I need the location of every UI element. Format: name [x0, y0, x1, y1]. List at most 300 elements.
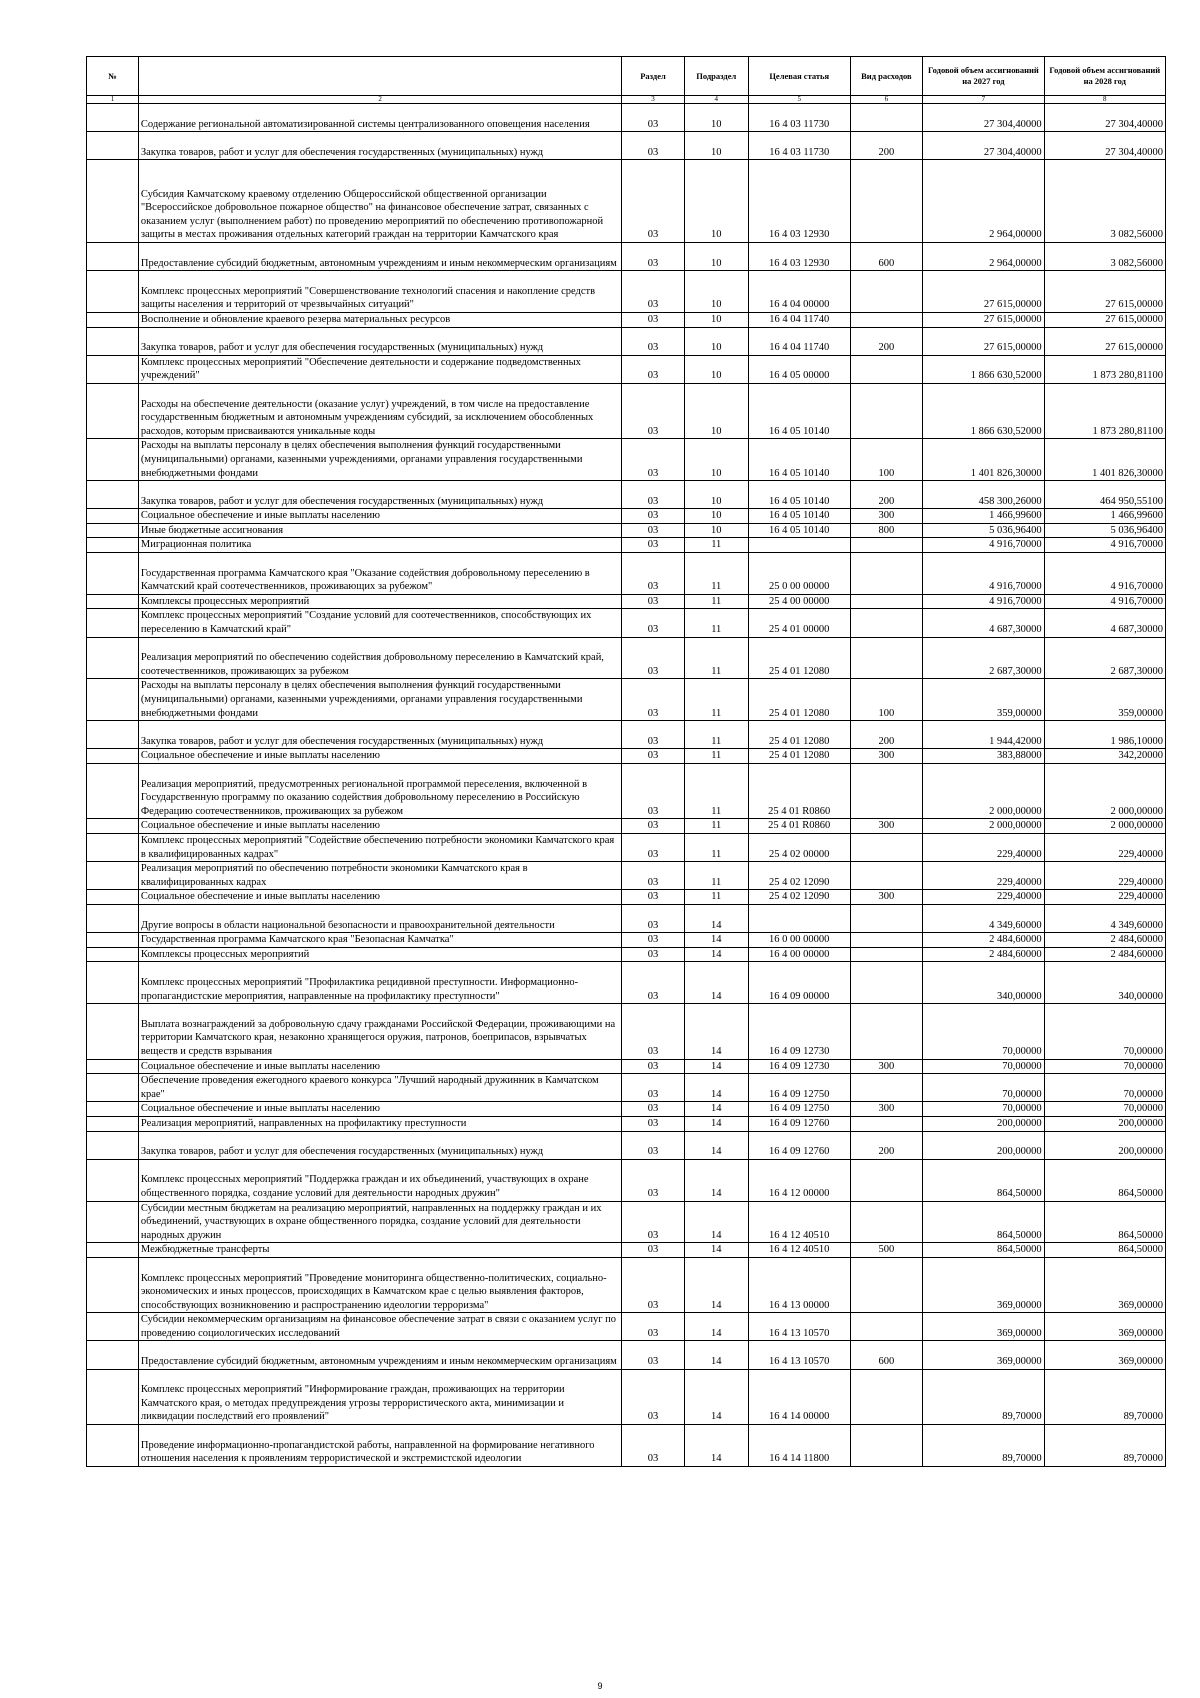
table-row [87, 312, 1166, 327]
row-subsection-cell: 11 [684, 538, 748, 553]
table-row [87, 764, 1166, 819]
row-target-article-cell: 16 4 05 10140 [748, 439, 850, 481]
row-name-cell: Другие вопросы в области национальной безопасности и правоохранительной деятельности [138, 904, 621, 932]
row-name-cell: Реализация мероприятий, направленных на профилактику преступности [138, 1116, 621, 1131]
row-subsection-cell: 11 [684, 679, 748, 721]
table-row [87, 1116, 1166, 1131]
row-expense-type-cell [850, 553, 923, 595]
row-subsection-cell: 11 [684, 819, 748, 834]
header-row [87, 57, 1166, 96]
row-volume-2028-cell: 369,00000 [1044, 1313, 1165, 1341]
table-row [87, 538, 1166, 553]
row-section-cell: 03 [622, 1341, 684, 1369]
row-target-article-cell: 16 4 03 12930 [748, 160, 850, 243]
row-volume-2028-cell: 3 082,56000 [1044, 242, 1165, 270]
row-target-article-cell: 16 4 14 00000 [748, 1369, 850, 1424]
row-number-cell [87, 904, 139, 932]
row-subsection-cell: 11 [684, 749, 748, 764]
row-volume-2027-cell: 369,00000 [923, 1341, 1044, 1369]
row-volume-2027-cell: 4 916,70000 [923, 553, 1044, 595]
table-row [87, 1159, 1166, 1201]
row-expense-type-cell [850, 1313, 923, 1341]
row-expense-type-cell: 300 [850, 509, 923, 524]
column-number: 1 [87, 96, 139, 104]
row-name-cell: Закупка товаров, работ и услуг для обеспечения государственных (муниципальных) нужд [138, 132, 621, 160]
row-volume-2027-cell: 89,70000 [923, 1425, 1044, 1467]
row-volume-2027-cell: 4 349,60000 [923, 904, 1044, 932]
row-target-article-cell: 16 4 09 12730 [748, 1004, 850, 1059]
row-number-cell [87, 1341, 139, 1369]
row-volume-2028-cell: 864,50000 [1044, 1159, 1165, 1201]
row-target-article-cell: 16 4 09 00000 [748, 962, 850, 1004]
column-number: 2 [138, 96, 621, 104]
row-number-cell [87, 637, 139, 679]
row-number-cell [87, 538, 139, 553]
row-section-cell: 03 [622, 834, 684, 862]
row-expense-type-cell: 100 [850, 679, 923, 721]
row-section-cell: 03 [622, 933, 684, 948]
row-subsection-cell: 10 [684, 132, 748, 160]
row-volume-2028-cell: 4 916,70000 [1044, 538, 1165, 553]
row-subsection-cell: 14 [684, 947, 748, 962]
row-volume-2027-cell: 229,40000 [923, 862, 1044, 890]
table-row [87, 1131, 1166, 1159]
row-expense-type-cell [850, 1201, 923, 1243]
row-expense-type-cell: 600 [850, 1341, 923, 1369]
table-row [87, 509, 1166, 524]
row-expense-type-cell [850, 355, 923, 383]
row-expense-type-cell: 300 [850, 819, 923, 834]
row-number-cell [87, 383, 139, 438]
row-section-cell: 03 [622, 1201, 684, 1243]
row-volume-2028-cell: 2 484,60000 [1044, 947, 1165, 962]
row-target-article-cell: 16 4 13 10570 [748, 1313, 850, 1341]
row-target-article-cell: 16 4 03 12930 [748, 242, 850, 270]
table-row [87, 834, 1166, 862]
row-volume-2028-cell: 2 000,00000 [1044, 764, 1165, 819]
row-volume-2028-cell: 864,50000 [1044, 1201, 1165, 1243]
row-name-cell: Социальное обеспечение и иные выплаты населению [138, 749, 621, 764]
row-volume-2028-cell: 200,00000 [1044, 1116, 1165, 1131]
row-section-cell: 03 [622, 764, 684, 819]
row-subsection-cell: 14 [684, 1257, 748, 1312]
table-row [87, 947, 1166, 962]
budget-table [86, 56, 1166, 1467]
row-volume-2027-cell: 1 866 630,52000 [923, 383, 1044, 438]
row-subsection-cell: 10 [684, 327, 748, 355]
row-target-article-cell [748, 904, 850, 932]
row-subsection-cell: 10 [684, 355, 748, 383]
row-section-cell: 03 [622, 104, 684, 132]
row-expense-type-cell [850, 1425, 923, 1467]
row-subsection-cell: 14 [684, 1243, 748, 1258]
row-volume-2028-cell: 464 950,55100 [1044, 481, 1165, 509]
table-row [87, 862, 1166, 890]
row-expense-type-cell [850, 1369, 923, 1424]
row-section-cell: 03 [622, 609, 684, 637]
row-number-cell [87, 439, 139, 481]
row-section-cell: 03 [622, 594, 684, 609]
table-row [87, 132, 1166, 160]
row-volume-2028-cell: 1 873 280,81100 [1044, 383, 1165, 438]
row-volume-2027-cell: 229,40000 [923, 890, 1044, 905]
table-row [87, 1074, 1166, 1102]
row-volume-2028-cell: 70,00000 [1044, 1004, 1165, 1059]
row-target-article-cell: 16 4 09 12730 [748, 1059, 850, 1074]
row-number-cell [87, 1074, 139, 1102]
row-number-cell [87, 947, 139, 962]
row-volume-2027-cell: 200,00000 [923, 1116, 1044, 1131]
row-number-cell [87, 890, 139, 905]
row-section-cell: 03 [622, 819, 684, 834]
row-target-article-cell: 25 4 01 R0860 [748, 819, 850, 834]
row-volume-2028-cell: 27 615,00000 [1044, 312, 1165, 327]
row-expense-type-cell [850, 1257, 923, 1312]
row-name-cell: Социальное обеспечение и иные выплаты населению [138, 1059, 621, 1074]
row-section-cell: 03 [622, 679, 684, 721]
row-expense-type-cell [850, 904, 923, 932]
column-number: 8 [1044, 96, 1165, 104]
row-target-article-cell: 25 4 01 R0860 [748, 764, 850, 819]
row-volume-2028-cell: 89,70000 [1044, 1425, 1165, 1467]
table-row [87, 721, 1166, 749]
row-number-cell [87, 355, 139, 383]
row-name-cell: Социальное обеспечение и иные выплаты населению [138, 509, 621, 524]
row-subsection-cell: 11 [684, 553, 748, 595]
row-name-cell: Расходы на выплаты персоналу в целях обеспечения выполнения функций государственными (муниципальными) органами, казенными учреждениями, органами управления государственными внебюджетными фондами [138, 679, 621, 721]
row-volume-2027-cell: 27 615,00000 [923, 327, 1044, 355]
row-name-cell: Межбюджетные трансферты [138, 1243, 621, 1258]
row-number-cell [87, 594, 139, 609]
row-subsection-cell: 14 [684, 1059, 748, 1074]
row-expense-type-cell [850, 933, 923, 948]
row-name-cell: Комплекс процессных мероприятий "Информирование граждан, проживающих на территории Камчатского края, о методах предупреждения угрозы террористического акта, минимизации и ликвидации последствий его проявлений" [138, 1369, 621, 1424]
row-subsection-cell: 14 [684, 1201, 748, 1243]
row-subsection-cell: 10 [684, 242, 748, 270]
row-expense-type-cell [850, 538, 923, 553]
row-number-cell [87, 509, 139, 524]
row-volume-2027-cell: 1 866 630,52000 [923, 355, 1044, 383]
row-name-cell: Комплекс процессных мероприятий "Содействие обеспечению потребности экономики Камчатского края в квалифицированных кадрах" [138, 834, 621, 862]
row-subsection-cell: 14 [684, 1369, 748, 1424]
row-volume-2028-cell: 2 000,00000 [1044, 819, 1165, 834]
row-subsection-cell: 14 [684, 1159, 748, 1201]
row-expense-type-cell [850, 637, 923, 679]
table-row [87, 1425, 1166, 1467]
row-name-cell: Субсидии местным бюджетам на реализацию мероприятий, направленных на поддержку граждан и их объединений, участвующих в охране общественного порядка, создание условий для деятельности народных дружин [138, 1201, 621, 1243]
row-volume-2028-cell: 359,00000 [1044, 679, 1165, 721]
row-subsection-cell: 11 [684, 834, 748, 862]
row-section-cell: 03 [622, 1425, 684, 1467]
row-volume-2027-cell: 70,00000 [923, 1059, 1044, 1074]
row-section-cell: 03 [622, 553, 684, 595]
row-target-article-cell: 16 4 00 00000 [748, 947, 850, 962]
row-volume-2027-cell: 70,00000 [923, 1102, 1044, 1117]
row-volume-2027-cell: 864,50000 [923, 1201, 1044, 1243]
row-target-article-cell: 25 4 02 00000 [748, 834, 850, 862]
row-target-article-cell: 16 4 03 11730 [748, 104, 850, 132]
row-expense-type-cell [850, 947, 923, 962]
row-section-cell: 03 [622, 1059, 684, 1074]
row-expense-type-cell: 200 [850, 721, 923, 749]
row-subsection-cell: 10 [684, 523, 748, 538]
column-number: 7 [923, 96, 1044, 104]
row-name-cell: Комплексы процессных мероприятий [138, 594, 621, 609]
row-target-article-cell: 16 4 05 10140 [748, 509, 850, 524]
row-number-cell [87, 819, 139, 834]
row-name-cell: Расходы на обеспечение деятельности (оказание услуг) учреждений, в том числе на предоставление государственным бюджетным и автономным учреждениям субсидий, за исключением обособленных расходов, которым присваиваются уникальные коды [138, 383, 621, 438]
row-volume-2028-cell: 4 916,70000 [1044, 594, 1165, 609]
row-expense-type-cell: 300 [850, 749, 923, 764]
row-subsection-cell: 11 [684, 862, 748, 890]
row-number-cell [87, 523, 139, 538]
column-number: 6 [850, 96, 923, 104]
row-name-cell: Реализация мероприятий по обеспечению содействия добровольному переселению в Камчатский край, соотечественников, проживающих за рубежом [138, 637, 621, 679]
row-number-cell [87, 933, 139, 948]
row-expense-type-cell [850, 862, 923, 890]
row-subsection-cell: 10 [684, 160, 748, 243]
column-number: 3 [622, 96, 684, 104]
row-volume-2027-cell: 4 916,70000 [923, 594, 1044, 609]
table-row [87, 594, 1166, 609]
row-number-cell [87, 862, 139, 890]
table-row [87, 1341, 1166, 1369]
row-volume-2028-cell: 4 687,30000 [1044, 609, 1165, 637]
row-name-cell: Миграционная политика [138, 538, 621, 553]
table-row [87, 481, 1166, 509]
row-volume-2027-cell: 2 000,00000 [923, 764, 1044, 819]
row-volume-2028-cell: 864,50000 [1044, 1243, 1165, 1258]
row-number-cell [87, 1159, 139, 1201]
row-volume-2028-cell: 2 687,30000 [1044, 637, 1165, 679]
row-target-article-cell: 25 4 01 12080 [748, 679, 850, 721]
header-volume-2028: Годовой объем ассигнований на 2028 год [1044, 57, 1165, 96]
row-section-cell: 03 [622, 1369, 684, 1424]
row-subsection-cell: 14 [684, 962, 748, 1004]
row-expense-type-cell: 100 [850, 439, 923, 481]
row-section-cell: 03 [622, 242, 684, 270]
table-row [87, 1369, 1166, 1424]
row-number-cell [87, 312, 139, 327]
row-name-cell: Иные бюджетные ассигнования [138, 523, 621, 538]
row-target-article-cell: 16 4 12 40510 [748, 1201, 850, 1243]
row-name-cell: Социальное обеспечение и иные выплаты населению [138, 819, 621, 834]
row-volume-2028-cell: 70,00000 [1044, 1059, 1165, 1074]
row-subsection-cell: 14 [684, 1102, 748, 1117]
row-number-cell [87, 104, 139, 132]
row-target-article-cell [748, 538, 850, 553]
row-target-article-cell: 16 0 00 00000 [748, 933, 850, 948]
row-volume-2027-cell: 27 304,40000 [923, 104, 1044, 132]
row-section-cell: 03 [622, 962, 684, 1004]
row-number-cell [87, 679, 139, 721]
row-expense-type-cell [850, 1116, 923, 1131]
table-row [87, 1257, 1166, 1312]
row-volume-2027-cell: 458 300,26000 [923, 481, 1044, 509]
row-volume-2027-cell: 383,88000 [923, 749, 1044, 764]
table-row [87, 383, 1166, 438]
row-target-article-cell: 16 4 09 12760 [748, 1116, 850, 1131]
row-expense-type-cell: 200 [850, 132, 923, 160]
row-volume-2027-cell: 369,00000 [923, 1257, 1044, 1312]
row-target-article-cell: 16 4 12 40510 [748, 1243, 850, 1258]
row-target-article-cell: 16 4 05 10140 [748, 383, 850, 438]
table-body [87, 104, 1166, 1467]
row-volume-2027-cell: 229,40000 [923, 834, 1044, 862]
header-section: Раздел [622, 57, 684, 96]
row-expense-type-cell [850, 609, 923, 637]
row-volume-2027-cell: 89,70000 [923, 1369, 1044, 1424]
row-name-cell: Комплекс процессных мероприятий "Поддержка граждан и их объединений, участвующих в охране общественного порядка, создание условий для деятельности народных дружин" [138, 1159, 621, 1201]
table-row [87, 355, 1166, 383]
row-subsection-cell: 14 [684, 1131, 748, 1159]
row-expense-type-cell [850, 764, 923, 819]
table-row [87, 242, 1166, 270]
row-volume-2027-cell: 2 484,60000 [923, 947, 1044, 962]
row-expense-type-cell: 600 [850, 242, 923, 270]
row-volume-2028-cell: 70,00000 [1044, 1074, 1165, 1102]
row-subsection-cell: 14 [684, 1313, 748, 1341]
row-volume-2027-cell: 359,00000 [923, 679, 1044, 721]
row-name-cell: Субсидия Камчатскому краевому отделению Общероссийской общественной организации "Всероссийское добровольное пожарное общество" на финансовое обеспечение затрат, связанных с оказанием услуг (выполнением работ) по проведению мероприятий по обеспечению противопожарной защиты в местах проживания отдельных категорий граждан на территории Камчатского края [138, 160, 621, 243]
row-volume-2028-cell: 200,00000 [1044, 1131, 1165, 1159]
row-volume-2028-cell: 3 082,56000 [1044, 160, 1165, 243]
row-volume-2027-cell: 2 000,00000 [923, 819, 1044, 834]
row-section-cell: 03 [622, 160, 684, 243]
row-name-cell: Социальное обеспечение и иные выплаты населению [138, 890, 621, 905]
row-subsection-cell: 14 [684, 933, 748, 948]
row-target-article-cell: 16 4 03 11730 [748, 132, 850, 160]
row-target-article-cell: 16 4 04 00000 [748, 271, 850, 313]
row-expense-type-cell [850, 312, 923, 327]
row-name-cell: Восполнение и обновление краевого резерва материальных ресурсов [138, 312, 621, 327]
row-expense-type-cell [850, 160, 923, 243]
row-volume-2027-cell: 864,50000 [923, 1159, 1044, 1201]
header-target-article: Целевая статья [748, 57, 850, 96]
row-name-cell: Комплекс процессных мероприятий "Совершенствование технологий спасения и накопление средств защиты населения и территорий от чрезвычайных ситуаций" [138, 271, 621, 313]
row-volume-2028-cell: 1 873 280,81100 [1044, 355, 1165, 383]
table-row [87, 1201, 1166, 1243]
row-volume-2028-cell: 2 484,60000 [1044, 933, 1165, 948]
row-target-article-cell: 25 4 00 00000 [748, 594, 850, 609]
row-section-cell: 03 [622, 1257, 684, 1312]
row-section-cell: 03 [622, 947, 684, 962]
header-expense-type: Вид расходов [850, 57, 923, 96]
row-subsection-cell: 11 [684, 637, 748, 679]
row-volume-2028-cell: 4 349,60000 [1044, 904, 1165, 932]
row-section-cell: 03 [622, 1074, 684, 1102]
row-target-article-cell: 16 4 05 10140 [748, 481, 850, 509]
row-section-cell: 03 [622, 1102, 684, 1117]
row-section-cell: 03 [622, 862, 684, 890]
row-number-cell [87, 553, 139, 595]
row-name-cell: Комплекс процессных мероприятий "Профилактика рецидивной преступности. Информационно-пропагандистские мероприятия, направленные на профилактику преступности" [138, 962, 621, 1004]
row-name-cell: Предоставление субсидий бюджетным, автономным учреждениям и иным некоммерческим организациям [138, 242, 621, 270]
row-expense-type-cell: 500 [850, 1243, 923, 1258]
row-volume-2027-cell: 70,00000 [923, 1004, 1044, 1059]
row-target-article-cell: 16 4 04 11740 [748, 312, 850, 327]
row-target-article-cell: 25 4 02 12090 [748, 890, 850, 905]
column-number: 4 [684, 96, 748, 104]
row-target-article-cell: 25 0 00 00000 [748, 553, 850, 595]
row-subsection-cell: 11 [684, 764, 748, 819]
row-subsection-cell: 11 [684, 890, 748, 905]
table-row [87, 637, 1166, 679]
row-subsection-cell: 14 [684, 904, 748, 932]
row-target-article-cell: 25 4 01 12080 [748, 637, 850, 679]
row-expense-type-cell [850, 1004, 923, 1059]
row-target-article-cell: 16 4 09 12750 [748, 1074, 850, 1102]
row-target-article-cell: 16 4 13 00000 [748, 1257, 850, 1312]
row-number-cell [87, 327, 139, 355]
row-target-article-cell: 25 4 01 00000 [748, 609, 850, 637]
row-name-cell: Закупка товаров, работ и услуг для обеспечения государственных (муниципальных) нужд [138, 327, 621, 355]
row-subsection-cell: 14 [684, 1425, 748, 1467]
row-section-cell: 03 [622, 721, 684, 749]
row-subsection-cell: 10 [684, 104, 748, 132]
row-name-cell: Реализация мероприятий, предусмотренных региональной программой переселения, включенной в Государственную программу по оказанию содействия добровольному переселению в Российскую Федерацию соотечественников, проживающих за рубежом [138, 764, 621, 819]
row-expense-type-cell: 200 [850, 481, 923, 509]
row-expense-type-cell: 300 [850, 890, 923, 905]
table-row [87, 609, 1166, 637]
row-volume-2027-cell: 4 687,30000 [923, 609, 1044, 637]
row-section-cell: 03 [622, 1313, 684, 1341]
table-row [87, 904, 1166, 932]
header-name [138, 57, 621, 96]
row-subsection-cell: 10 [684, 383, 748, 438]
row-volume-2027-cell: 27 615,00000 [923, 312, 1044, 327]
row-section-cell: 03 [622, 523, 684, 538]
row-volume-2028-cell: 369,00000 [1044, 1341, 1165, 1369]
row-target-article-cell: 25 4 01 12080 [748, 749, 850, 764]
row-volume-2027-cell: 369,00000 [923, 1313, 1044, 1341]
row-expense-type-cell: 200 [850, 1131, 923, 1159]
table-row [87, 523, 1166, 538]
row-section-cell: 03 [622, 481, 684, 509]
row-volume-2028-cell: 27 304,40000 [1044, 132, 1165, 160]
row-volume-2027-cell: 70,00000 [923, 1074, 1044, 1102]
table-row [87, 1243, 1166, 1258]
row-subsection-cell: 11 [684, 594, 748, 609]
table-row [87, 962, 1166, 1004]
row-target-article-cell: 25 4 01 12080 [748, 721, 850, 749]
row-volume-2028-cell: 27 615,00000 [1044, 327, 1165, 355]
table-row [87, 271, 1166, 313]
table-row [87, 439, 1166, 481]
row-section-cell: 03 [622, 271, 684, 313]
row-name-cell: Расходы на выплаты персоналу в целях обеспечения выполнения функций государственными (муниципальными) органами, казенными учреждениями, органами управления государственными внебюджетными фондами [138, 439, 621, 481]
table-row [87, 749, 1166, 764]
row-volume-2028-cell: 369,00000 [1044, 1257, 1165, 1312]
row-subsection-cell: 10 [684, 312, 748, 327]
row-expense-type-cell: 300 [850, 1059, 923, 1074]
table-row [87, 679, 1166, 721]
row-volume-2028-cell: 340,00000 [1044, 962, 1165, 1004]
table-row [87, 890, 1166, 905]
row-target-article-cell: 16 4 14 11800 [748, 1425, 850, 1467]
row-section-cell: 03 [622, 890, 684, 905]
row-name-cell: Комплекс процессных мероприятий "Обеспечение деятельности и содержание подведомственных учреждений" [138, 355, 621, 383]
table-row [87, 1059, 1166, 1074]
row-volume-2027-cell: 5 036,96400 [923, 523, 1044, 538]
table-row [87, 1004, 1166, 1059]
row-target-article-cell: 16 4 05 00000 [748, 355, 850, 383]
row-name-cell: Закупка товаров, работ и услуг для обеспечения государственных (муниципальных) нужд [138, 721, 621, 749]
row-expense-type-cell [850, 834, 923, 862]
row-expense-type-cell [850, 1159, 923, 1201]
row-volume-2028-cell: 27 615,00000 [1044, 271, 1165, 313]
row-subsection-cell: 10 [684, 271, 748, 313]
